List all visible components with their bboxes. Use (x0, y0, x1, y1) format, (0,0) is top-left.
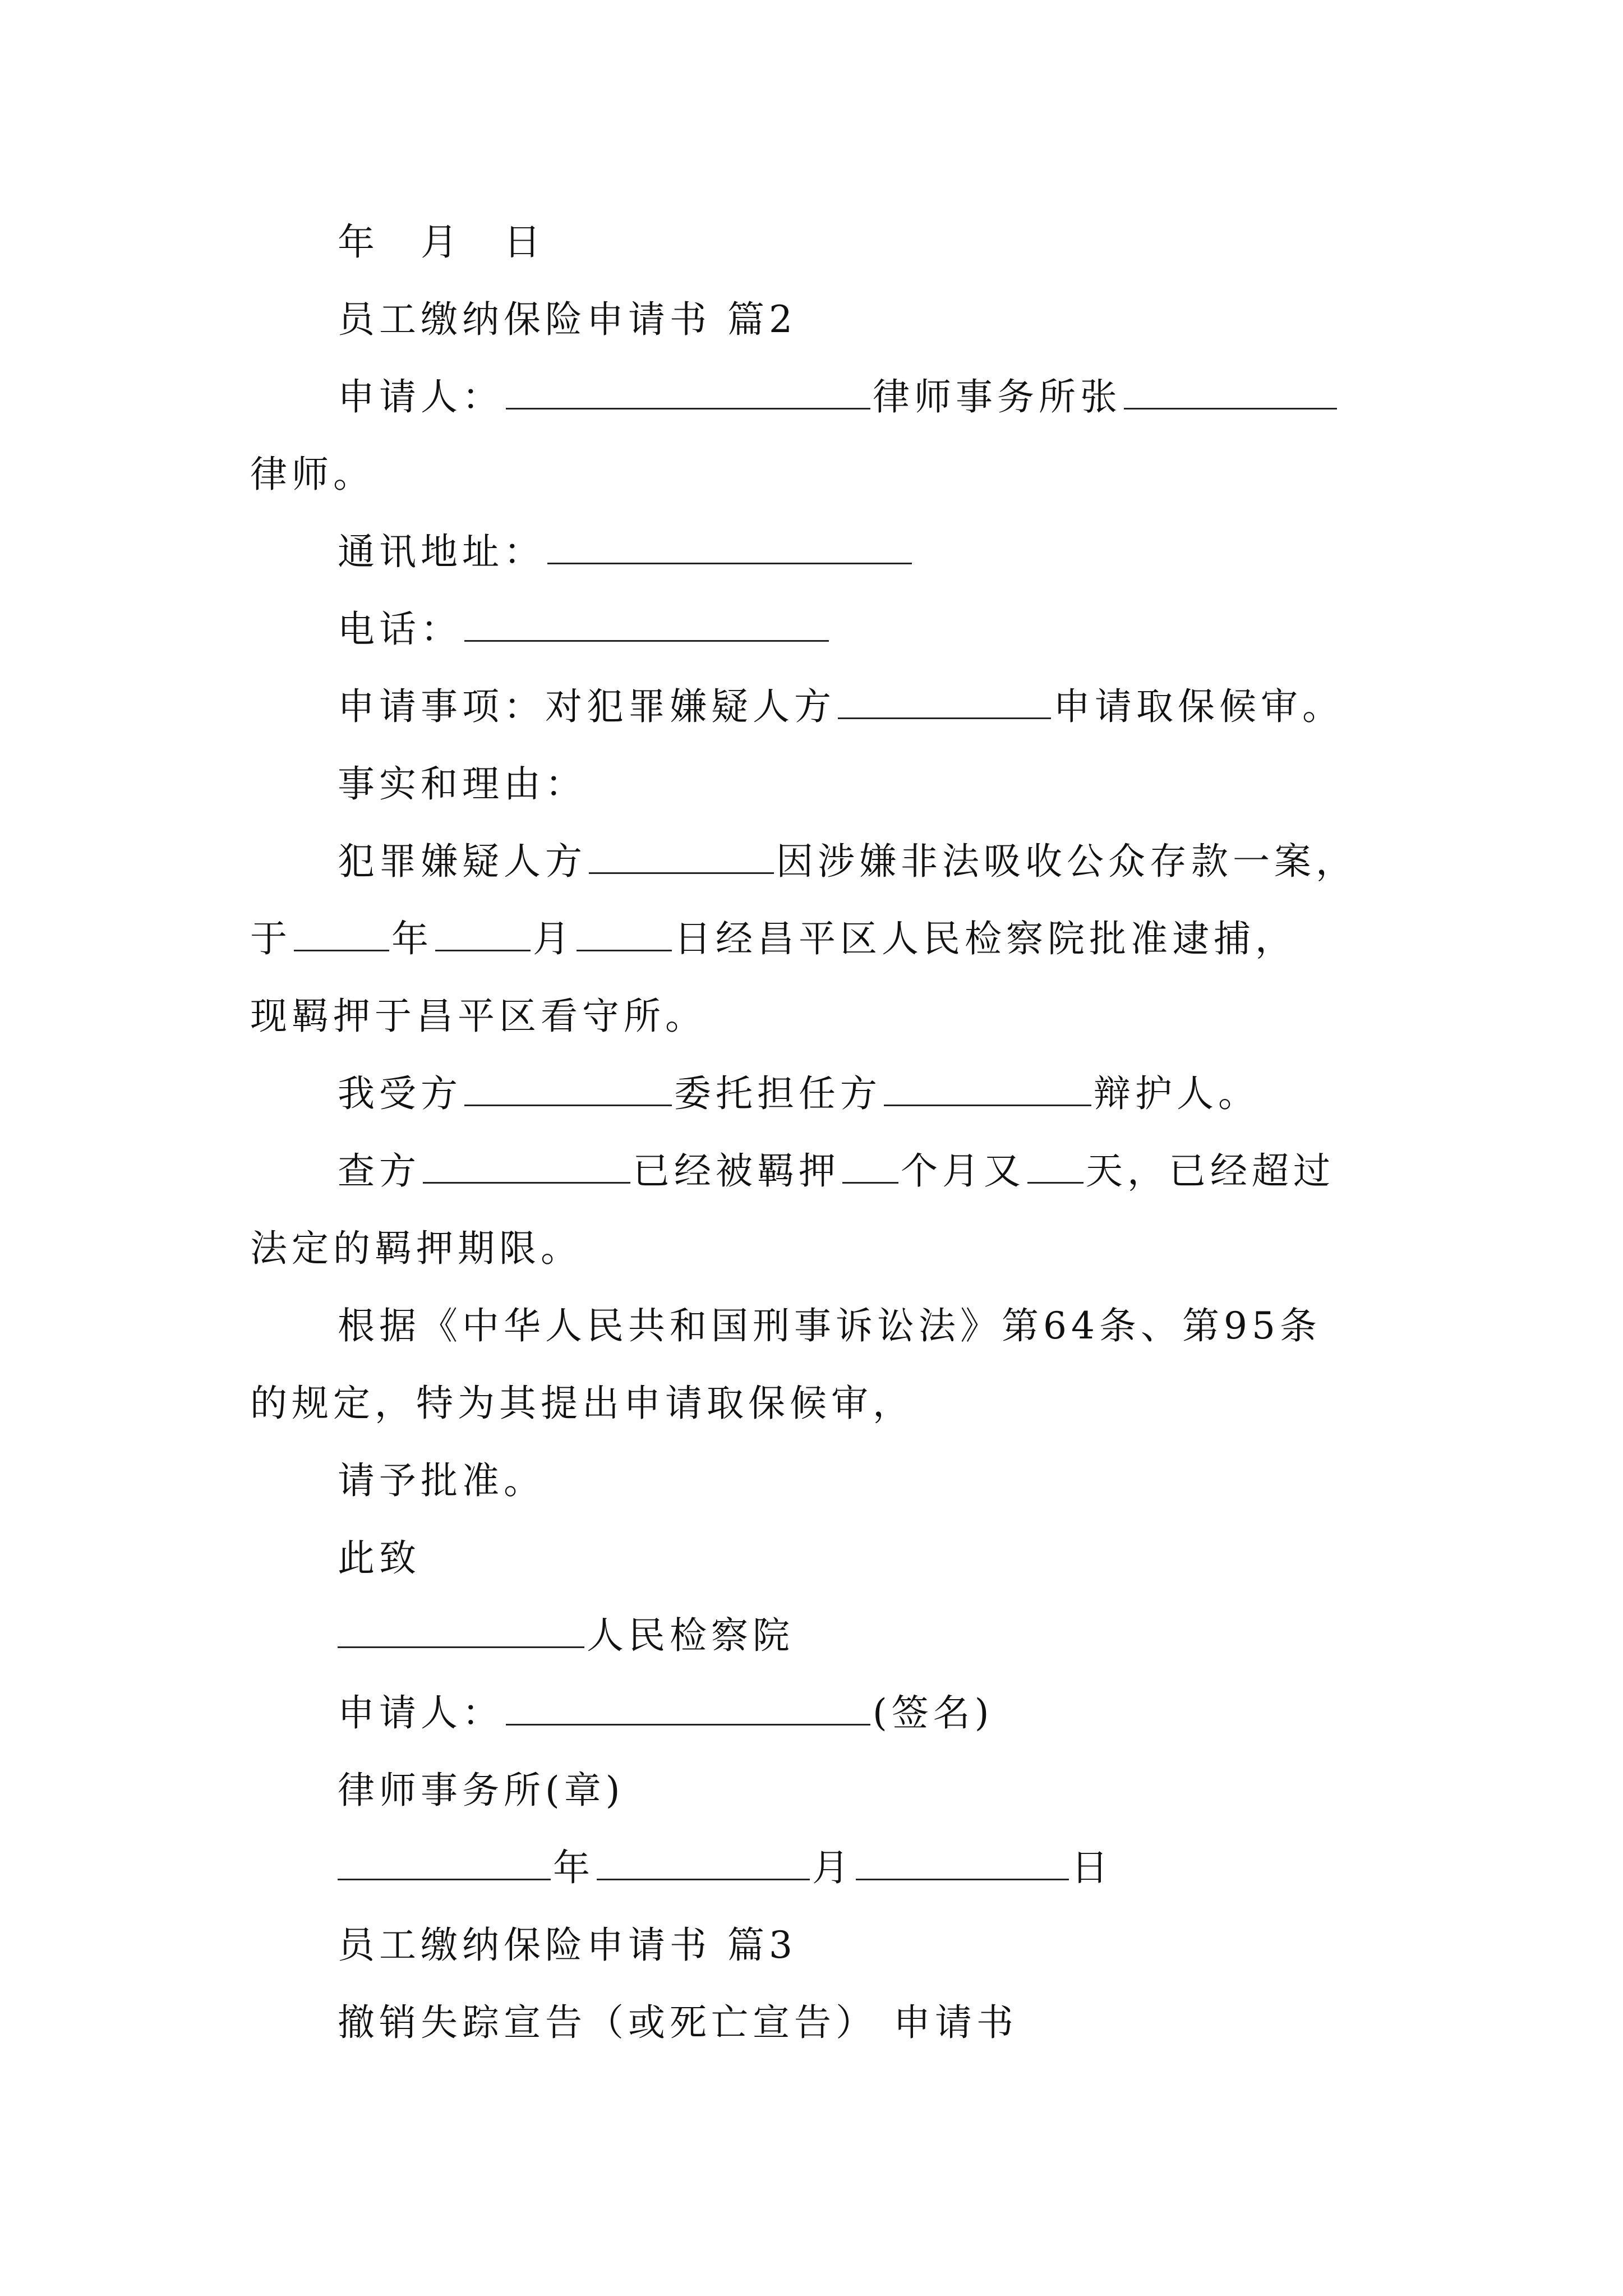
date-text: 年 月 日 (338, 220, 545, 264)
legal-basis-text-cont: 的规定，特为其提出申请取保候审， (250, 1382, 914, 1425)
detainee-blank (423, 1149, 630, 1184)
facts-line-1 (338, 839, 1357, 884)
law-firm-seal-text: 律师事务所(章) (338, 1769, 625, 1812)
legal-basis-line (338, 1304, 1321, 1349)
signature-label: 申请人： (338, 1691, 504, 1734)
date-line (338, 220, 545, 265)
procuratorate-blank (338, 1614, 584, 1648)
applicant-label: 申请人： (338, 375, 504, 418)
entrust-line (338, 1071, 1260, 1116)
salutation-text: 此致 (338, 1536, 421, 1580)
suspect-name-blank (838, 685, 1051, 719)
approval-request-line (338, 1458, 545, 1503)
defendant-blank (884, 1072, 1091, 1106)
months-blank (842, 1149, 898, 1184)
procuratorate-text: 人民检察院 (587, 1614, 794, 1657)
request-text: 申请取保候审。 (1053, 685, 1344, 728)
detention-text-e: 法定的羁押期限。 (250, 1227, 582, 1270)
detention-line (338, 1149, 1335, 1194)
signing-year-blank (338, 1846, 551, 1880)
section-heading-2-text: 员工缴纳保险申请书 篇2 (338, 298, 797, 341)
detention-line-cont (250, 1226, 582, 1271)
facts-line-2 (250, 917, 1297, 961)
signature-line (338, 1691, 994, 1736)
facts-text-2b: 年 (391, 917, 433, 960)
address-line (338, 530, 914, 574)
client-blank (464, 1072, 672, 1106)
law-firm-text: 律师事务所张 (873, 375, 1122, 418)
facts-text-1a: 犯罪嫌疑人方 (338, 840, 587, 883)
signing-date-line (338, 1846, 1113, 1890)
days-blank (1027, 1149, 1083, 1184)
day-blank (577, 917, 672, 951)
salutation-line (338, 1536, 421, 1581)
approval-request-text: 请予批准。 (338, 1459, 545, 1502)
applicant-line (338, 375, 1339, 420)
signature-blank (506, 1691, 870, 1726)
address-label: 通讯地址： (338, 530, 545, 573)
revocation-title (338, 2000, 1018, 2045)
legal-basis-text: 根据《中华人民共和国刑事诉讼法》第64条、第95条 (338, 1304, 1321, 1347)
facts-text-3: 现羁押于昌平区看守所。 (250, 995, 707, 1038)
applicant-line-cont (250, 452, 375, 497)
facts-heading-text: 事实和理由： (338, 762, 587, 806)
month-blank (435, 917, 531, 951)
facts-text-2a: 于 (250, 917, 292, 960)
facts-text-1b: 因涉嫌非法吸收公众存款一案， (776, 840, 1357, 883)
signing-day-text: 日 (1071, 1846, 1113, 1889)
facts-text-2d: 日经昌平区人民检察院批准逮捕， (674, 917, 1297, 960)
legal-basis-line-cont (250, 1381, 914, 1426)
address-blank (547, 530, 912, 564)
applicant-blank (506, 375, 870, 409)
section-heading-2 (338, 297, 797, 342)
section-heading-3-text: 员工缴纳保险申请书 篇3 (338, 1924, 797, 1967)
suspect-blank-2 (589, 840, 774, 874)
revocation-title-text: 撤销失踪宣告（或死亡宣告） 申请书 (338, 2001, 1018, 2044)
procuratorate-line (338, 1613, 794, 1658)
facts-line-3 (250, 994, 707, 1039)
signature-note: (签名) (873, 1691, 994, 1734)
lawyer-text: 律师。 (250, 453, 375, 496)
phone-line (338, 607, 831, 652)
signing-day-blank (856, 1846, 1069, 1880)
detention-text-c: 个月又 (901, 1149, 1025, 1193)
signing-year-text: 年 (553, 1846, 594, 1889)
law-firm-seal-line (338, 1768, 625, 1813)
signing-month-text: 月 (812, 1846, 854, 1889)
phone-blank (464, 608, 829, 642)
entrust-text-b: 委托担任方 (674, 1072, 882, 1115)
detention-text-d: 天，已经超过 (1086, 1149, 1335, 1193)
lawyer-name-blank (1124, 375, 1337, 409)
signing-month-blank (597, 1846, 810, 1880)
phone-label: 电话： (338, 608, 462, 651)
detention-text-b: 已经被羁押 (633, 1149, 840, 1193)
section-heading-3 (338, 1923, 797, 1968)
request-line (338, 684, 1344, 729)
facts-heading (338, 762, 587, 807)
entrust-text-c: 辩护人。 (1094, 1072, 1260, 1115)
request-label: 申请事项：对犯罪嫌疑人方 (338, 685, 836, 728)
entrust-text-a: 我受方 (338, 1072, 462, 1115)
year-blank (294, 917, 389, 951)
detention-text-a: 查方 (338, 1149, 421, 1193)
facts-text-2c: 月 (533, 917, 574, 960)
